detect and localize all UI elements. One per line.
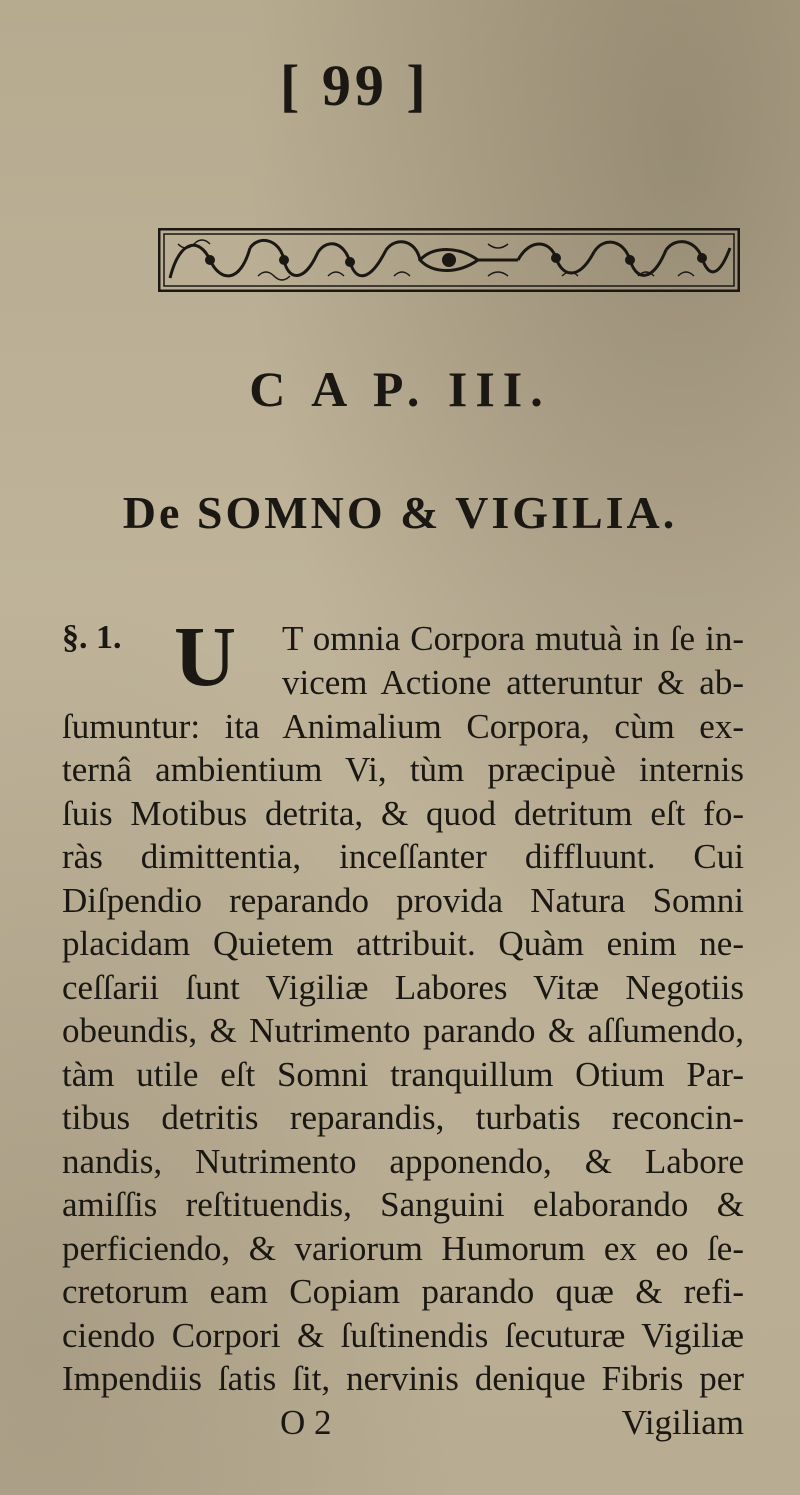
text-line: ràs dimittentia, inceſſanter diffluunt. Cui — [62, 837, 744, 876]
text-line: tàm utile eſt Somni tranquillum Otium Par- — [62, 1054, 744, 1094]
signature-mark: O 2 — [280, 1402, 332, 1442]
chapter-heading: C A P. III. — [249, 361, 551, 417]
catchword: Vigiliam — [621, 1402, 744, 1442]
text-line: vicem Actione atteruntur & ab- — [282, 663, 744, 702]
text-line: placidam Quietem attribuit. Quàm enim ne- — [62, 924, 744, 963]
text-line: cretorum eam Copiam parando quæ & refi- — [62, 1272, 744, 1311]
ornamental-headpiece — [158, 228, 740, 292]
text-line: amiſſis reſtituendis, Sanguini elaborando & — [62, 1185, 744, 1224]
text-line: perficiendo, & variorum Humorum ex eo ſe- — [62, 1228, 744, 1268]
text-line: Diſpendio reparando provida Natura Somni — [62, 880, 744, 920]
text-line: T omnia Corpora mutuà in ſe in- — [282, 619, 744, 658]
section-mark: §. 1. — [62, 619, 122, 656]
chapter-title: De SOMNO & VIGILIA. — [122, 487, 678, 538]
text-line: tibus detritis reparandis, turbatis reconcin- — [62, 1098, 744, 1137]
text-line: ternâ ambientium Vi, tùm præcipuè internis — [62, 750, 744, 789]
text-line: nandis, Nutrimento apponendo, & Labore — [62, 1141, 744, 1181]
text-line: Impendiis ſatis ſit, nervinis denique Fibris per — [62, 1359, 744, 1398]
text-line: ſuis Motibus detrita, & quod detritum eſt fo- — [62, 793, 744, 833]
paragraph-block — [62, 608, 744, 1445]
page-footer — [62, 1401, 744, 1445]
page-number: [ 99 ] — [280, 53, 430, 118]
text-line: ciendo Corpori & ſuſtinendis ſecuturæ Vigiliæ — [62, 1315, 744, 1355]
drop-cap: U — [174, 608, 237, 704]
text-line: ceſſarii ſunt Vigiliæ Labores Vitæ Negotiis — [62, 967, 744, 1007]
text-line: obeundis, & Nutrimento parando & aſſumendo, — [62, 1011, 744, 1050]
text-line: ſumuntur: ita Animalium Corpora, cùm ex- — [62, 706, 744, 746]
